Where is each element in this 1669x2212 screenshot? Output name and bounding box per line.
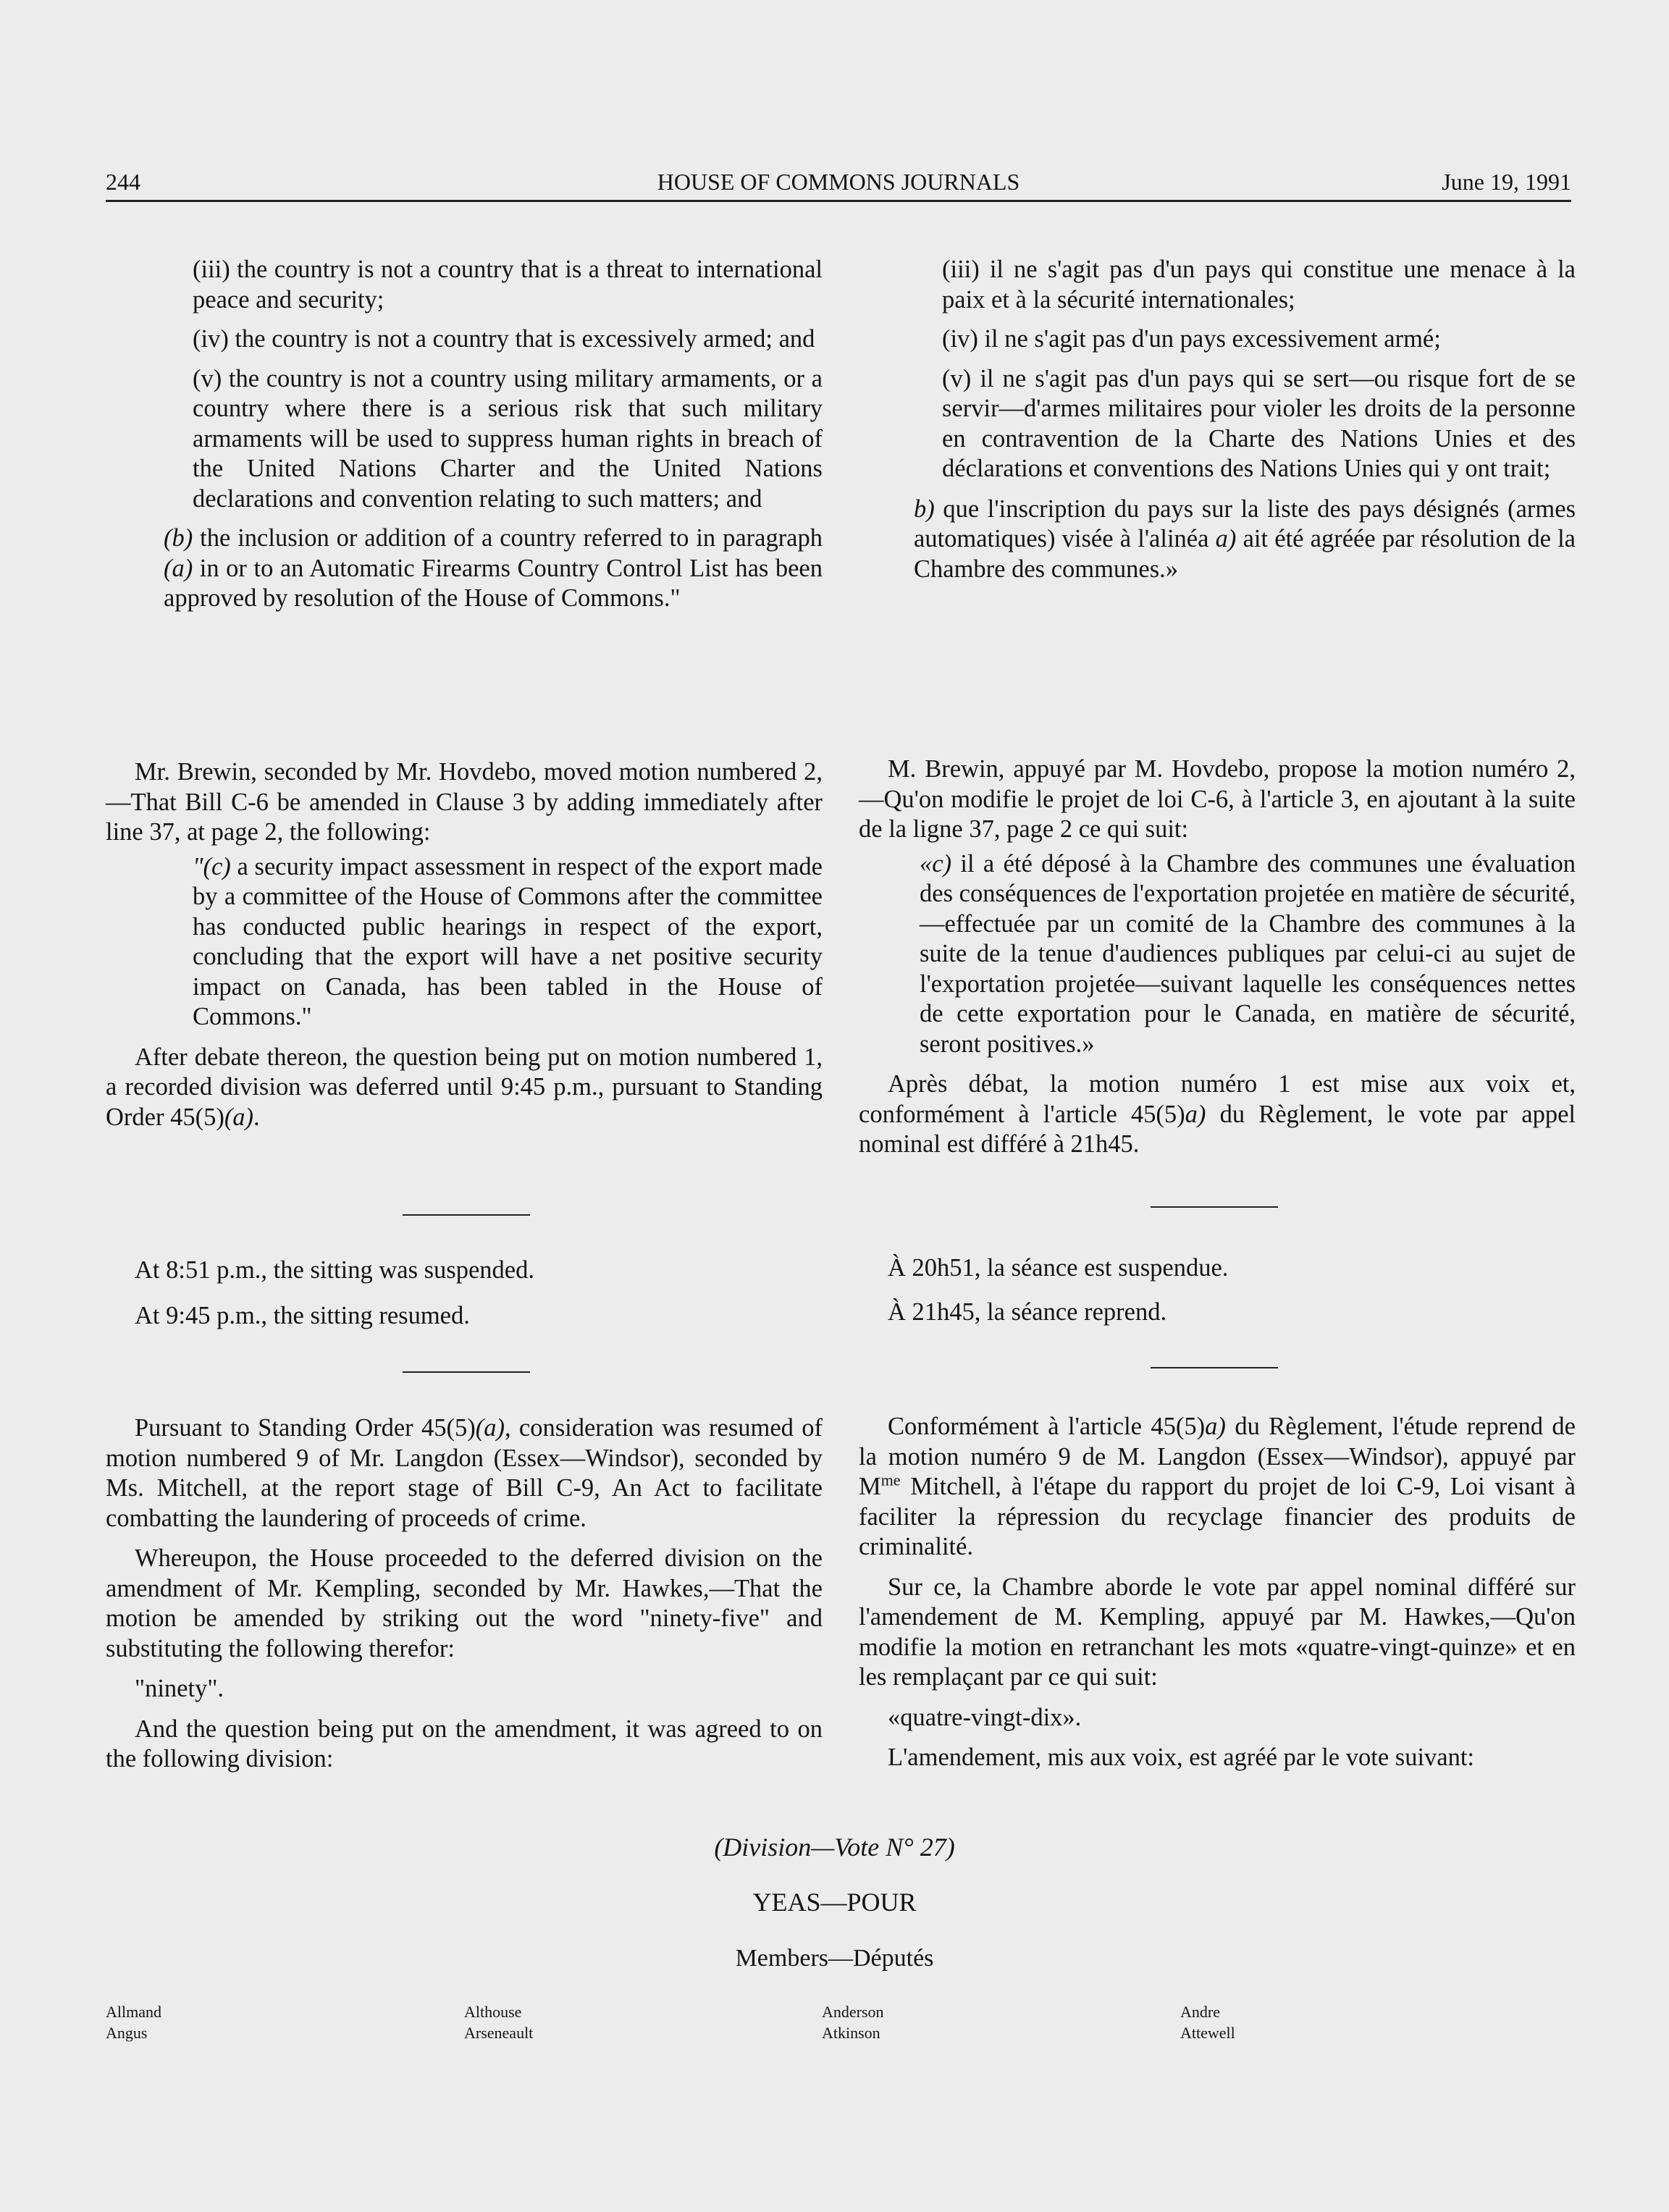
section-divider bbox=[403, 1214, 530, 1216]
fr-motion2-text: M. Brewin, appuyé par M. Hovdebo, propose la motion numéro 2,—Qu'on modifie le projet de loi C-6, à l'article 3, en ajoutant à la suite de la ligne 37, page 2 ce qui suit: bbox=[859, 755, 1576, 843]
page-number: 244 bbox=[106, 169, 140, 195]
en-clause-b bbox=[106, 523, 823, 614]
journal-title: HOUSE OF COMMONS JOURNALS bbox=[657, 169, 1020, 195]
member-name: Althouse bbox=[464, 2003, 522, 2021]
en-sitting bbox=[106, 1256, 823, 1331]
en-c-marker: "(c) bbox=[193, 852, 231, 880]
fr-c-open bbox=[920, 850, 951, 878]
fr-pursuant bbox=[859, 1412, 1576, 1563]
en-motion-2 bbox=[106, 757, 823, 1132]
en-suspended: At 8:51 p.m., the sitting was suspended. bbox=[135, 1256, 534, 1284]
fr-pursuant-2a: du Règlement, l'étude reprend de la motion numéro 9 de M. Langdon (Essex—Windsor), appuyé par M bbox=[859, 1413, 1576, 1500]
fr-b-text1: que l'inscription du pays sur la liste des pays désignés (armes automatiques) visée à l'alinéa bbox=[914, 495, 1576, 552]
member-name: Angus bbox=[106, 2024, 148, 2042]
fr-c-text: il a été déposé à la Chambre des communes une évaluation des conséquences de l'exportation projetée en matière de sécurité,—effectuée par un comité de la Chambre des communes à la suite de la tenue d'audiences publiques par celui-ci au sujet de l'exportation projetée—suivant laquelle les conséquences nettes de cette exportation pour le Canada, en matière de sécurité, seront positives.» bbox=[920, 849, 1576, 1058]
page-header bbox=[106, 165, 1571, 202]
en-whereupon: Whereupon, the House proceeded to the deferred division on the amendment of Mr. Kempling, seconded by Mr. Hawkes,—That the motion be amended by striking out the word "ninety-five" and substituting the following therefor: bbox=[106, 1544, 823, 1662]
en-proceedings bbox=[106, 1413, 823, 1775]
fr-clause-iv: (iv) il ne s'agit pas d'un pays excessivement armé; bbox=[942, 325, 1441, 353]
en-b-text1: the inclusion or addition of a country referred to in paragraph bbox=[193, 524, 823, 552]
section-divider bbox=[1151, 1367, 1278, 1368]
members-column bbox=[822, 2001, 884, 2043]
fr-clause-c bbox=[859, 849, 1576, 1060]
fr-pursuant-ref: a) bbox=[1205, 1413, 1226, 1440]
en-pursuant-ref: (a) bbox=[475, 1414, 505, 1442]
section-divider bbox=[403, 1371, 530, 1373]
members-column bbox=[106, 2001, 161, 2043]
en-pursuant bbox=[106, 1413, 823, 1534]
member-name: Anderson bbox=[822, 2003, 884, 2021]
en-clause-iii: (iii) the country is not a country that is a threat to international peace and security; bbox=[193, 256, 823, 314]
fr-clause-v: (v) il ne s'agit pas d'un pays qui se sert—ou risque fort de se servir—d'armes militaires pour violer les droits de la personne en contravention de la Charte des Nations Unies et des déclarations et conventions des Nations Unies qui y ont trait; bbox=[942, 364, 1576, 482]
fr-sitting bbox=[859, 1253, 1576, 1327]
fr-debate-ref: a) bbox=[1185, 1100, 1206, 1128]
en-b-marker: (b) bbox=[164, 524, 193, 552]
en-clause-iv: (iv) the country is not a country that is excessively armed; and bbox=[193, 325, 815, 353]
member-name: Andre bbox=[1180, 2003, 1220, 2021]
fr-clause-iii: (iii) il ne s'agit pas d'un pays qui constitue une menace à la paix et à la sécurité internationales; bbox=[942, 256, 1576, 314]
fr-pursuant-sup: me bbox=[880, 1471, 901, 1489]
en-b-ref: (a) bbox=[164, 554, 193, 582]
en-motion2-text: Mr. Brewin, seconded by Mr. Hovdebo, moved motion numbered 2,—That Bill C-6 be amended in Clause 3 by adding immediately after line 37, at page 2, the following: bbox=[106, 758, 823, 846]
en-clause-v: (v) the country is not a country using military armaments, or a country where there is a serious risk that such military armaments will be used to suppress human rights in breach of the United Nations Charter and the United Nations declarations and convention relating to such matters; and bbox=[193, 364, 823, 513]
fr-b-ref: a) bbox=[1215, 525, 1237, 552]
fr-whereupon: Sur ce, la Chambre aborde le vote par appel nominal différé sur l'amendement de M. Kempling, appuyé par M. Hawkes,—Qu'on modifie la motion en retranchant les mots «quatre-vingt-quinze» et en les remplaçant par ce qui suit: bbox=[859, 1573, 1576, 1691]
fr-b-marker: b) bbox=[914, 495, 935, 523]
members-heading: Members—Députés bbox=[735, 1945, 934, 1972]
en-debate-end: . bbox=[253, 1103, 260, 1131]
member-name: Attewell bbox=[1180, 2024, 1235, 2042]
en-debate bbox=[106, 1043, 823, 1133]
fr-resumed: À 21h45, la séance reprend. bbox=[888, 1298, 1167, 1326]
members-column bbox=[1180, 2001, 1235, 2043]
en-debate-ref: (a) bbox=[224, 1103, 254, 1131]
en-clause-c bbox=[106, 852, 823, 1033]
member-name: Atkinson bbox=[822, 2024, 880, 2042]
fr-debate bbox=[859, 1069, 1576, 1160]
fr-agreed: L'amendement, mis aux voix, est agréé par le vote suivant: bbox=[888, 1744, 1475, 1771]
fr-motion-2 bbox=[859, 754, 1576, 1160]
member-name: Allmand bbox=[106, 2003, 161, 2021]
section-divider bbox=[1151, 1206, 1278, 1208]
fr-conditions bbox=[859, 255, 1576, 584]
yeas-heading: YEAS—POUR bbox=[752, 1888, 917, 1917]
en-b-text2: in or to an Automatic Firearms Country Control List has been approved by resolution of the House of Commons." bbox=[164, 554, 823, 612]
fr-debate-text: Après débat, la motion numéro 1 est mise aux voix et, conformément à l'article 45(5) bbox=[859, 1070, 1576, 1128]
members-column bbox=[464, 2001, 533, 2043]
fr-pursuant-2b: Mitchell, à l'étape du rapport du projet de loi C-9, Loi visant à faciliter la répression du recyclage financier des produits de criminalité. bbox=[859, 1473, 1576, 1560]
fr-proceedings bbox=[859, 1412, 1576, 1773]
en-pursuant-2: , consideration was resumed of motion numbered 9 of Mr. Langdon (Essex—Windsor), seconded by Ms. Mitchell, at the report stage of Bill C-9, An Act to facilitate combatting the laundering of proceeds of crime. bbox=[106, 1414, 823, 1532]
journal-date: June 19, 1991 bbox=[1442, 169, 1571, 195]
en-agreed: And the question being put on the amendment, it was agreed to on the following division: bbox=[106, 1715, 823, 1772]
en-conditions bbox=[106, 255, 823, 614]
fr-ninety: «quatre-vingt-dix». bbox=[888, 1703, 1082, 1731]
fr-pursuant-1: Conformément à l'article 45(5) bbox=[888, 1413, 1206, 1440]
en-pursuant-1: Pursuant to Standing Order 45(5) bbox=[135, 1414, 476, 1442]
division-title: (Division—Vote N° 27) bbox=[714, 1833, 955, 1862]
fr-debate-end: du Règlement, le vote par appel nominal est différé à 21h45. bbox=[859, 1100, 1576, 1158]
fr-c-marker: «c) bbox=[920, 849, 952, 878]
en-ninety: "ninety". bbox=[135, 1675, 224, 1702]
fr-clause-b bbox=[859, 495, 1576, 585]
en-c-text: a security impact assessment in respect of the export made by a committee of the House of Commons after the committee has conducted public hearings in respect of the export, concluding that the export will have a net positive security impact on Canada, has been tabled in the House of Commons." bbox=[193, 852, 823, 1030]
member-name: Arseneault bbox=[464, 2024, 534, 2042]
en-debate-text: After debate thereon, the question being put on motion numbered 1, a recorded division was deferred until 9:45 p.m., pursuant to Standing Order 45(5) bbox=[106, 1043, 823, 1131]
fr-b-text2: ait été agréée par résolution de la Chambre des communes.» bbox=[914, 525, 1576, 583]
fr-suspended: À 20h51, la séance est suspendue. bbox=[888, 1254, 1229, 1282]
en-resumed: At 9:45 p.m., the sitting resumed. bbox=[135, 1301, 470, 1329]
